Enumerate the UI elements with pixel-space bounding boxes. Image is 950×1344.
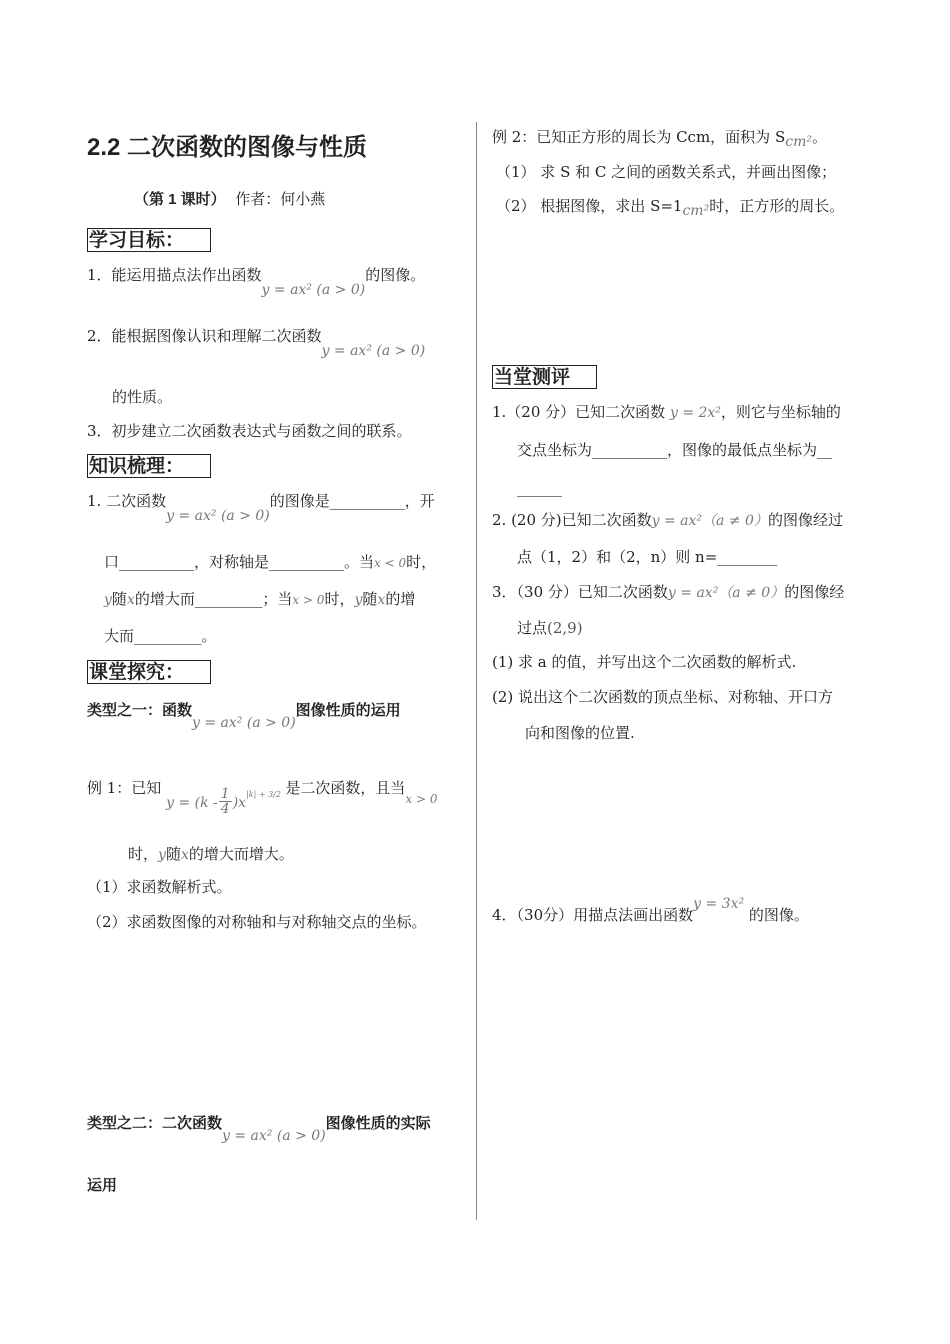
formula-ex1: y = (k - $\frac{1}{4}$ )$x^{|k| + 3/2}$ — [166, 785, 281, 817]
formula: y = 2x² — [669, 405, 721, 421]
test-1: 1.（20 分）已知二次函数 y = 2x²，则它与坐标轴的 — [492, 403, 841, 421]
example-1-question-1: （1）求函数解析式。 — [87, 878, 232, 896]
formula: y = 3x² — [693, 896, 745, 912]
goal-2-cont: 的性质。 — [112, 388, 173, 406]
knowledge-1: 1. 二次函数y = ax² (a > 0)的图像是__________，开 — [87, 492, 435, 524]
test-3-question-2-cont: 向和图像的位置. — [525, 724, 635, 742]
test-4: 4．（30分）用描点法画出函数y = 3x² 的图像。 — [492, 896, 809, 924]
test-3-question-1: (1) 求 a 的值，并写出这个二次函数的解析式. — [492, 653, 797, 671]
test-1-cont-2: ______ — [517, 479, 562, 497]
formula: y = ax² (a > 0) — [166, 508, 270, 524]
example-2: 例 2：已知正方形的周长为 Ccm，面积为 Scm²。 — [492, 128, 827, 150]
formula: y = ax² (a > 0) — [321, 343, 426, 359]
test-3-cont: 过点(2,9) — [517, 619, 583, 637]
lesson-subtitle: （第 1 课时） 作者：何小燕 — [134, 190, 326, 208]
test-3-question-2: (2) 说出这个二次函数的顶点坐标、对称轴、开口方 — [492, 688, 834, 706]
test-2: 2. (20 分)已知二次函数y = ax²（a ≠ 0）的图像经过 — [492, 511, 843, 529]
formula: y = ax² (a > 0) — [192, 715, 296, 731]
knowledge-4: 大而_________。 — [104, 627, 217, 645]
example-2-question-1: （1） 求 S 和 C 之间的函数关系式，并画出图像； — [496, 163, 837, 181]
formula: y = ax² — [667, 585, 719, 601]
type-2-heading: 类型之二：二次函数y = ax² (a > 0)图像性质的实际 — [87, 1114, 431, 1144]
page-title: 2.2 二次函数的图像与性质 — [87, 134, 368, 161]
test-2-cont: 点（1，2）和（2，n）则 n=________ — [517, 548, 778, 566]
knowledge-3: y随x的增大而_________；当x > 0时，y随x的增 — [104, 590, 416, 608]
goal-1: 1．能运用描点法作出函数y = ax² (a > 0)的图像。 — [87, 266, 426, 298]
formula: y = ax² (a > 0) — [261, 282, 366, 298]
test-3: 3．（30 分）已知二次函数y = ax²（a ≠ 0）的图像经 — [492, 583, 845, 601]
goal-2: 2．能根据图像认识和理解二次函数y = ax² (a > 0) — [87, 327, 426, 359]
example-1: 例 1：已知 y = (k - $\frac{1}{4}$ )$x^{|k| + 3/2}$ 是二次函数，且当$_{x > 0}$ — [87, 779, 438, 817]
example-2-question-2: （2） 根据图像，求出 S=1cm²时，正方形的周长。 — [496, 197, 845, 219]
section-heading-explore: 课堂探究： — [87, 660, 211, 684]
example-1-question-2: （2）求函数图像的对称轴和与对称轴交点的坐标。 — [87, 913, 427, 931]
test-1-cont: 交点坐标为__________，图像的最低点坐标为__ — [517, 441, 833, 459]
formula: y = ax² (a > 0) — [222, 1128, 326, 1144]
example-1-cont: 时，y随x的增大而增大。 — [128, 845, 294, 863]
type-1-heading: 类型之一：函数y = ax² (a > 0)图像性质的运用 — [87, 701, 401, 731]
type-2-heading-cont: 运用 — [87, 1176, 118, 1194]
goal-3: 3．初步建立二次函数表达式与函数之间的联系。 — [87, 422, 412, 440]
section-heading-knowledge: 知识梳理： — [87, 454, 211, 478]
formula: y = ax² — [651, 513, 703, 529]
section-heading-test: 当堂测评 — [492, 365, 597, 389]
column-divider — [476, 122, 477, 1220]
knowledge-2: 口__________，对称轴是__________。当x < 0时， — [104, 553, 437, 571]
section-heading-goals: 学习目标： — [87, 228, 211, 252]
